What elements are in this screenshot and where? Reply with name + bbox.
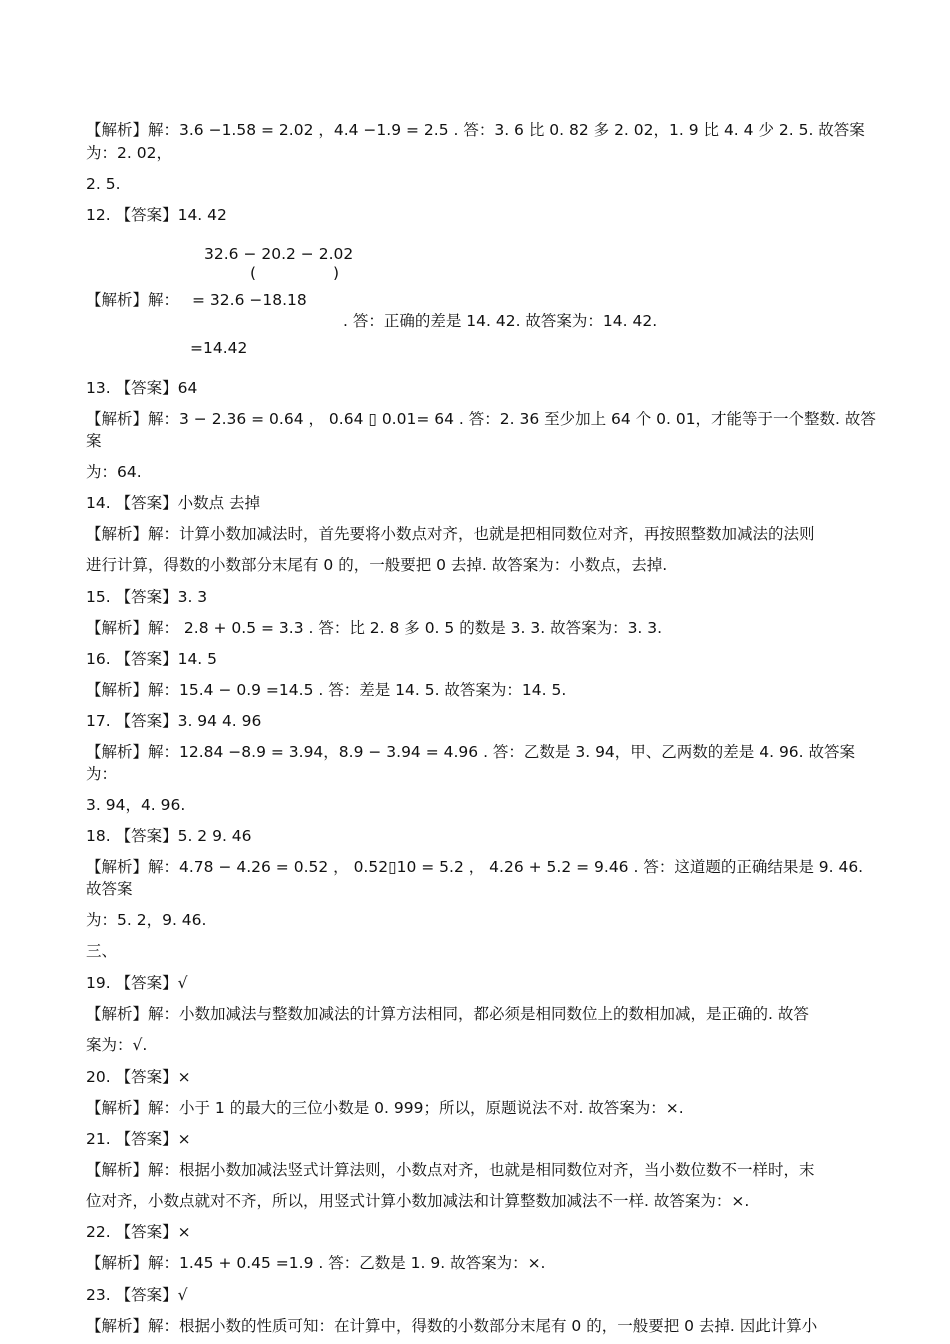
q12-paren-right: ) — [333, 264, 340, 282]
q12-paren-left: ( — [250, 264, 257, 282]
q14-analysis-line: 【解析】解：计算小数加减法时，首先要将小数点对齐，也就是把相同数位对齐，再按照整数加减法的法则 — [86, 525, 815, 543]
q12-answer: 12. 【答案】14. 42 — [86, 206, 227, 224]
q18-analysis-cont: 故答案 — [86, 880, 133, 898]
q19-analysis-cont: 案为：√. — [86, 1036, 148, 1054]
q11-analysis-line: 【解析】解：3.6 −1.58 = 2.02 ，4.4 −1.9 = 2.5 . 答：3. 6 比 0. 82 多 2. 02，1. 9 比 4. 4 少 2. 5. 故答案 — [86, 121, 865, 139]
q20-answer: 20. 【答案】× — [86, 1068, 191, 1086]
q18-analysis-line: 【解析】解：4.78 − 4.26 = 0.52 ， 0.52▯10 = 5.2 ， 4.26 + 5.2 = 9.46 . 答：这道题的正确结果是 9. 46. — [86, 858, 864, 876]
q11-analysis-cont: 2. 5. — [86, 175, 121, 193]
q21-analysis-cont: 位对齐，小数点就对不齐，所以，用竖式计算小数加减法和计算整数加减法不一样. 故答案为：×. — [86, 1192, 750, 1210]
q12-expression: 32.6 − 20.2 − 2.02 — [204, 245, 354, 263]
q16-answer: 16. 【答案】14. 5 — [86, 650, 218, 668]
q13-analysis-cont: 为：64. — [86, 463, 142, 481]
q13-analysis-cont: 案 — [86, 432, 102, 450]
q17-answer: 17. 【答案】3. 94 4. 96 — [86, 712, 262, 730]
q21-analysis-line: 【解析】解：根据小数加减法竖式计算法则，小数点对齐，也就是相同数位对齐，当小数位数不一样时，末 — [86, 1161, 815, 1179]
q12-analysis-tail: . 答：正确的差是 14. 42. 故答案为：14. 42. — [343, 312, 658, 330]
q14-analysis-cont: 进行计算，得数的小数部分末尾有 0 的，一般要把 0 去掉. 故答案为：小数点，去掉. — [86, 556, 668, 574]
q15-answer: 15. 【答案】3. 3 — [86, 588, 208, 606]
q19-answer: 19. 【答案】√ — [86, 974, 188, 992]
q11-analysis-cont: 为：2. 02， — [86, 144, 172, 162]
q15-analysis-line: 【解析】解： 2.8 + 0.5 = 3.3 . 答：比 2. 8 多 0. 5 的数是 3. 3. 故答案为：3. 3. — [86, 619, 663, 637]
q20-analysis-line: 【解析】解：小于 1 的最大的三位小数是 0. 999；所以，原题说法不对. 故答案为：×. — [86, 1099, 684, 1117]
q23-answer: 23. 【答案】√ — [86, 1286, 188, 1304]
q22-analysis-line: 【解析】解：1.45 + 0.45 =1.9 . 答：乙数是 1. 9. 故答案为：×. — [86, 1254, 546, 1272]
q21-answer: 21. 【答案】× — [86, 1130, 191, 1148]
q12-expression: =14.42 — [190, 339, 248, 357]
q17-analysis-cont: 3. 94，4. 96. — [86, 796, 186, 814]
q19-analysis-line: 【解析】解：小数加减法与整数加减法的计算方法相同，都必须是相同数位上的数相加减，是正确的. 故答 — [86, 1005, 809, 1023]
q12-expression: = 32.6 −18.18 — [192, 291, 307, 309]
q17-analysis-line: 【解析】解：12.84 −8.9 = 3.94，8.9 − 3.94 = 4.96 . 答：乙数是 3. 94，甲、乙两数的差是 4. 96. 故答案 — [86, 743, 856, 761]
q12-analysis-label: 【解析】解： — [86, 291, 180, 309]
q17-analysis-cont: 为： — [86, 765, 118, 783]
q22-answer: 22. 【答案】× — [86, 1223, 191, 1241]
q16-analysis-line: 【解析】解：15.4 − 0.9 =14.5 . 答：差是 14. 5. 故答案为：14. 5. — [86, 681, 567, 699]
q13-answer: 13. 【答案】64 — [86, 379, 198, 397]
q18-analysis-cont: 为：5. 2，9. 46. — [86, 911, 207, 929]
q13-analysis-line: 【解析】解：3 − 2.36 = 0.64 ， 0.64 ▯ 0.01= 64 . 答：2. 36 至少加上 64 个 0. 01，才能等于一个整数. 故答 — [86, 410, 876, 428]
q18-answer: 18. 【答案】5. 2 9. 46 — [86, 827, 252, 845]
q23-analysis-line: 【解析】解：根据小数的性质可知：在计算中，得数的小数部分末尾有 0 的，一般要把 0 去掉. 因此计算小 — [86, 1317, 818, 1335]
q14-answer: 14. 【答案】小数点 去掉 — [86, 494, 261, 512]
section-heading: 三、 — [86, 942, 118, 960]
